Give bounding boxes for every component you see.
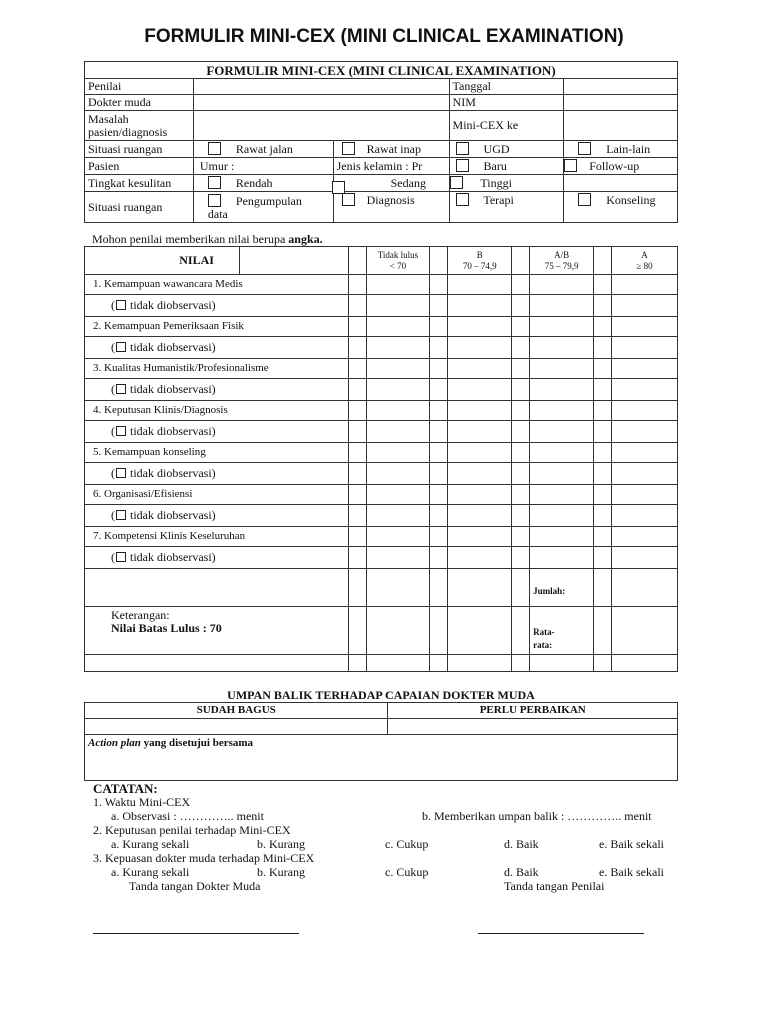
score-spacer-cell (430, 275, 448, 295)
score-spacer-cell (366, 547, 430, 569)
score-spacer-cell (430, 547, 448, 569)
score-spacer-cell (430, 295, 448, 317)
score-cell[interactable] (530, 317, 594, 337)
score-spacer-cell (430, 505, 448, 527)
col-ab: A/B 75 – 79,9 (530, 247, 594, 275)
feedback-heading: UMPAN BALIK TERHADAP CAPAIAN DOKTER MUDA (227, 688, 535, 702)
score-item-row (85, 317, 678, 337)
score-spacer-cell (512, 421, 530, 443)
checkbox[interactable] (116, 300, 126, 310)
score-cell[interactable] (612, 317, 678, 337)
not-observed-row (85, 505, 678, 527)
situasi-ruangan-2-label: Situasi ruangan (85, 192, 194, 223)
score-spacer-cell (366, 463, 430, 485)
score-cell[interactable] (612, 401, 678, 421)
score-spacer-cell (512, 359, 530, 379)
rata-rata-field[interactable] (612, 607, 678, 655)
score-spacer-cell (448, 295, 512, 317)
score-item-row (85, 275, 678, 295)
score-cell[interactable] (612, 443, 678, 463)
rendah-option[interactable]: Rendah (193, 175, 333, 192)
score-spacer-cell (348, 275, 366, 295)
checkbox[interactable] (450, 176, 463, 189)
not-observed-row (85, 379, 678, 401)
score-cell[interactable] (366, 443, 430, 463)
score-spacer-cell (512, 527, 530, 547)
checkbox[interactable] (578, 193, 591, 206)
score-spacer-cell (530, 547, 594, 569)
q1-label: 1. Waktu Mini-CEX (93, 795, 191, 809)
not-observed-option[interactable]: ( tidak diobservasi) (85, 547, 349, 569)
score-spacer-cell (448, 463, 512, 485)
q1a-text: a. Observasi : ………….. menit (111, 809, 264, 823)
score-item-label: 5. Kemampuan konseling (85, 443, 349, 463)
col-a: A ≥ 80 (612, 247, 678, 275)
terapi-option[interactable]: Terapi (449, 192, 564, 223)
keterangan-cell: Keterangan: Nilai Batas Lulus : 70 (85, 607, 349, 655)
score-cell[interactable] (612, 275, 678, 295)
score-cell[interactable] (530, 275, 594, 295)
nim-label: NIM (449, 95, 564, 111)
sedang-checkbox[interactable] (332, 181, 345, 194)
checkbox[interactable] (116, 426, 126, 436)
umur-field[interactable]: Umur : (193, 158, 333, 175)
score-item-row (85, 485, 678, 505)
score-spacer-cell (348, 527, 366, 547)
score-spacer-cell (366, 379, 430, 401)
q2-opt-e[interactable]: e. Baik sekali (599, 837, 664, 851)
score-item-label: 3. Kualitas Humanistik/Profesionalisme (85, 359, 349, 379)
masalah-field[interactable] (193, 111, 449, 141)
tanggal-field[interactable] (564, 79, 678, 95)
sudah-bagus-field[interactable] (85, 719, 388, 735)
minicex-ke-label: Mini-CEX ke (449, 111, 564, 141)
score-cell[interactable] (448, 317, 512, 337)
score-spacer-cell (348, 337, 366, 359)
ugd-option[interactable]: UGD (449, 141, 564, 158)
score-cell[interactable] (530, 485, 594, 505)
score-spacer-cell (612, 547, 678, 569)
sig-dokter-label: Tanda tangan Dokter Muda (129, 879, 261, 893)
jumlah-label: Jumlah: (530, 569, 594, 607)
not-observed-row (85, 295, 678, 317)
score-spacer-cell (594, 485, 612, 505)
score-item-label: 6. Organisasi/Efisiensi (85, 485, 349, 505)
score-spacer-cell (612, 421, 678, 443)
follow-up-option[interactable]: Follow-up (564, 158, 678, 175)
score-spacer-cell (612, 505, 678, 527)
score-spacer-cell (348, 485, 366, 505)
feedback-table (84, 702, 678, 781)
score-cell[interactable] (448, 527, 512, 547)
not-observed-option[interactable]: ( tidak diobservasi) (85, 337, 349, 359)
q3-opt-a[interactable]: a. Kurang sekali (111, 865, 190, 879)
score-spacer-cell (348, 295, 366, 317)
rawat-inap-option[interactable]: Rawat inap (333, 141, 449, 158)
tanggal-label: Tanggal (449, 79, 564, 95)
q3-opt-e[interactable]: e. Baik sekali (599, 865, 664, 879)
minicex-ke-field[interactable] (564, 111, 678, 141)
score-spacer-cell (448, 547, 512, 569)
nim-field[interactable] (564, 95, 678, 111)
q2-opt-c[interactable]: c. Cukup (385, 837, 429, 851)
q3-opt-d[interactable]: d. Baik (504, 865, 539, 879)
sudah-bagus-header: SUDAH BAGUS (85, 703, 388, 719)
score-item-row (85, 527, 678, 547)
score-spacer-cell (348, 401, 366, 421)
score-spacer-cell (512, 401, 530, 421)
score-spacer-cell (512, 275, 530, 295)
score-spacer-cell (430, 527, 448, 547)
checkbox[interactable] (116, 342, 126, 352)
score-cell[interactable] (448, 443, 512, 463)
checkbox[interactable] (208, 142, 221, 155)
score-cell[interactable] (448, 275, 512, 295)
score-cell[interactable] (366, 527, 430, 547)
score-spacer-cell (512, 295, 530, 317)
checkbox[interactable] (456, 159, 469, 172)
score-item-label: 1. Kemampuan wawancara Medis (85, 275, 349, 295)
not-observed-option[interactable]: ( tidak diobservasi) (85, 463, 349, 485)
sedang-option[interactable]: Sedang (333, 175, 449, 192)
score-spacer-cell (612, 379, 678, 401)
rata-rata-label: Rata- rata: (530, 607, 594, 655)
score-spacer-cell (512, 337, 530, 359)
score-item-label: 4. Keputusan Klinis/Diagnosis (85, 401, 349, 421)
q3-label: 3. Kepuasan dokter muda terhadap Mini-CEX (93, 851, 315, 865)
checkbox[interactable] (342, 193, 355, 206)
diagnosis-option[interactable]: Diagnosis (333, 192, 449, 223)
rawat-jalan-option[interactable]: Rawat jalan (193, 141, 333, 158)
penilai-field[interactable] (193, 79, 449, 95)
score-spacer-cell (366, 505, 430, 527)
dokter-muda-field[interactable] (193, 95, 449, 111)
score-spacer-cell (448, 421, 512, 443)
score-spacer-cell (348, 505, 366, 527)
konseling-option[interactable]: Konseling (564, 192, 678, 223)
jenis-kelamin-field[interactable]: Jenis kelamin : Pr (333, 158, 449, 175)
score-item-row (85, 359, 678, 379)
score-spacer-cell (512, 485, 530, 505)
score-spacer-cell (594, 421, 612, 443)
checkbox[interactable] (208, 194, 221, 207)
score-spacer-cell (448, 505, 512, 527)
not-observed-row (85, 463, 678, 485)
checkbox[interactable] (342, 142, 355, 155)
situasi-ruangan-label: Situasi ruangan (85, 141, 194, 158)
score-cell[interactable] (530, 359, 594, 379)
info-table (84, 61, 678, 223)
action-plan-field[interactable]: Action plan yang disetujui bersama (85, 735, 678, 781)
score-item-row (85, 443, 678, 463)
score-spacer-cell (430, 379, 448, 401)
score-cell[interactable] (612, 359, 678, 379)
score-spacer-cell (594, 527, 612, 547)
score-item-label: 7. Kompetensi Klinis Keseluruhan (85, 527, 349, 547)
score-spacer-cell (594, 295, 612, 317)
perlu-perbaikan-header: PERLU PERBAIKAN (388, 703, 678, 719)
score-spacer-cell (594, 401, 612, 421)
score-cell[interactable] (366, 485, 430, 505)
not-observed-row (85, 547, 678, 569)
checkbox[interactable] (116, 468, 126, 478)
score-cell[interactable] (366, 275, 430, 295)
score-spacer-cell (594, 443, 612, 463)
tingkat-kesulitan-label: Tingkat kesulitan (85, 175, 194, 192)
score-spacer-cell (594, 359, 612, 379)
checkbox[interactable] (116, 552, 126, 562)
q2-label: 2. Keputusan penilai terhadap Mini-CEX (93, 823, 291, 837)
jumlah-field[interactable] (612, 569, 678, 607)
penilai-label: Penilai (85, 79, 194, 95)
score-spacer-cell (430, 443, 448, 463)
sig-penilai-label: Tanda tangan Penilai (504, 879, 605, 893)
q2-opt-a[interactable]: a. Kurang sekali (111, 837, 190, 851)
sig-dokter-line[interactable] (93, 933, 299, 934)
score-spacer-cell (612, 295, 678, 317)
checkbox[interactable] (208, 176, 221, 189)
score-cell[interactable] (366, 401, 430, 421)
score-spacer-cell (594, 275, 612, 295)
instruction-text: Mohon penilai memberikan nilai berupa angka. (92, 232, 323, 246)
score-item-label: 2. Kemampuan Pemeriksaan Fisik (85, 317, 349, 337)
score-spacer-cell (512, 317, 530, 337)
sig-penilai-line[interactable] (478, 933, 644, 934)
score-spacer-cell (530, 505, 594, 527)
score-spacer-cell (430, 359, 448, 379)
score-spacer-cell (430, 421, 448, 443)
score-cell[interactable] (366, 317, 430, 337)
score-spacer-cell (366, 295, 430, 317)
lain-lain-option[interactable]: Lain-lain (564, 141, 678, 158)
score-spacer-cell (348, 547, 366, 569)
score-cell[interactable] (612, 485, 678, 505)
checkbox[interactable] (456, 142, 469, 155)
score-spacer-cell (430, 337, 448, 359)
checkbox[interactable] (578, 142, 591, 155)
pengumpulan-data-option[interactable]: Pengumpulan data (193, 192, 333, 223)
dokter-muda-label: Dokter muda (85, 95, 194, 111)
score-spacer-cell (512, 547, 530, 569)
score-cell[interactable] (448, 401, 512, 421)
tinggi-option[interactable]: Tinggi (449, 175, 564, 192)
not-observed-option[interactable]: ( tidak diobservasi) (85, 421, 349, 443)
score-spacer-cell (348, 317, 366, 337)
score-spacer-cell (594, 337, 612, 359)
score-spacer-cell (594, 547, 612, 569)
score-spacer-cell (430, 317, 448, 337)
score-spacer-cell (448, 337, 512, 359)
score-spacer-cell (612, 463, 678, 485)
col-b: B 70 – 74,9 (448, 247, 512, 275)
score-spacer-cell (348, 421, 366, 443)
score-spacer-cell (430, 485, 448, 505)
score-spacer-cell (530, 463, 594, 485)
score-spacer-cell (366, 337, 430, 359)
score-cell[interactable] (448, 485, 512, 505)
form-heading: FORMULIR MINI-CEX (MINI CLINICAL EXAMINATION) (85, 62, 678, 79)
q3-opt-c[interactable]: c. Cukup (385, 865, 429, 879)
score-spacer-cell (594, 379, 612, 401)
score-spacer-cell (594, 505, 612, 527)
checkbox[interactable] (456, 193, 469, 206)
pasien-label: Pasien (85, 158, 194, 175)
q2-opt-b[interactable]: b. Kurang (257, 837, 305, 851)
not-observed-row (85, 337, 678, 359)
score-spacer-cell (512, 505, 530, 527)
score-spacer-cell (512, 443, 530, 463)
checkbox[interactable] (564, 159, 577, 172)
q1b-text: b. Memberikan umpan balik : ………….. menit (422, 809, 652, 823)
score-spacer-cell (512, 379, 530, 401)
not-observed-row (85, 421, 678, 443)
score-table (84, 246, 678, 672)
score-item-row (85, 401, 678, 421)
score-spacer-cell (594, 463, 612, 485)
score-spacer-cell (530, 421, 594, 443)
score-spacer-cell (348, 463, 366, 485)
score-spacer-cell (448, 379, 512, 401)
score-cell[interactable] (366, 359, 430, 379)
baru-option[interactable]: Baru (449, 158, 564, 175)
score-cell[interactable] (612, 527, 678, 547)
score-cell[interactable] (448, 359, 512, 379)
col-tidak-lulus: Tidak lulus < 70 (366, 247, 430, 275)
score-spacer-cell (512, 463, 530, 485)
not-observed-option[interactable]: ( tidak diobservasi) (85, 295, 349, 317)
checkbox[interactable] (116, 384, 126, 394)
not-observed-option[interactable]: ( tidak diobservasi) (85, 379, 349, 401)
score-spacer-cell (594, 317, 612, 337)
score-cell[interactable] (530, 443, 594, 463)
catatan-heading: CATATAN: (93, 781, 158, 796)
score-spacer-cell (430, 463, 448, 485)
score-spacer-cell (366, 421, 430, 443)
page-title: FORMULIR MINI-CEX (MINI CLINICAL EXAMINATION) (144, 26, 624, 47)
nilai-header: NILAI (154, 247, 239, 275)
score-spacer-cell (348, 443, 366, 463)
perlu-perbaikan-field[interactable] (388, 719, 678, 735)
masalah-label: Masalah pasien/diagnosis (85, 111, 194, 141)
q3-opt-b[interactable]: b. Kurang (257, 865, 305, 879)
not-observed-option[interactable]: ( tidak diobservasi) (85, 505, 349, 527)
checkbox[interactable] (116, 510, 126, 520)
score-spacer-cell (430, 401, 448, 421)
score-spacer-cell (530, 379, 594, 401)
score-spacer-cell (530, 295, 594, 317)
score-spacer-cell (612, 337, 678, 359)
score-spacer-cell (530, 337, 594, 359)
score-spacer-cell (348, 359, 366, 379)
q2-opt-d[interactable]: d. Baik (504, 837, 539, 851)
score-cell[interactable] (530, 527, 594, 547)
score-cell[interactable] (530, 401, 594, 421)
score-spacer-cell (348, 379, 366, 401)
